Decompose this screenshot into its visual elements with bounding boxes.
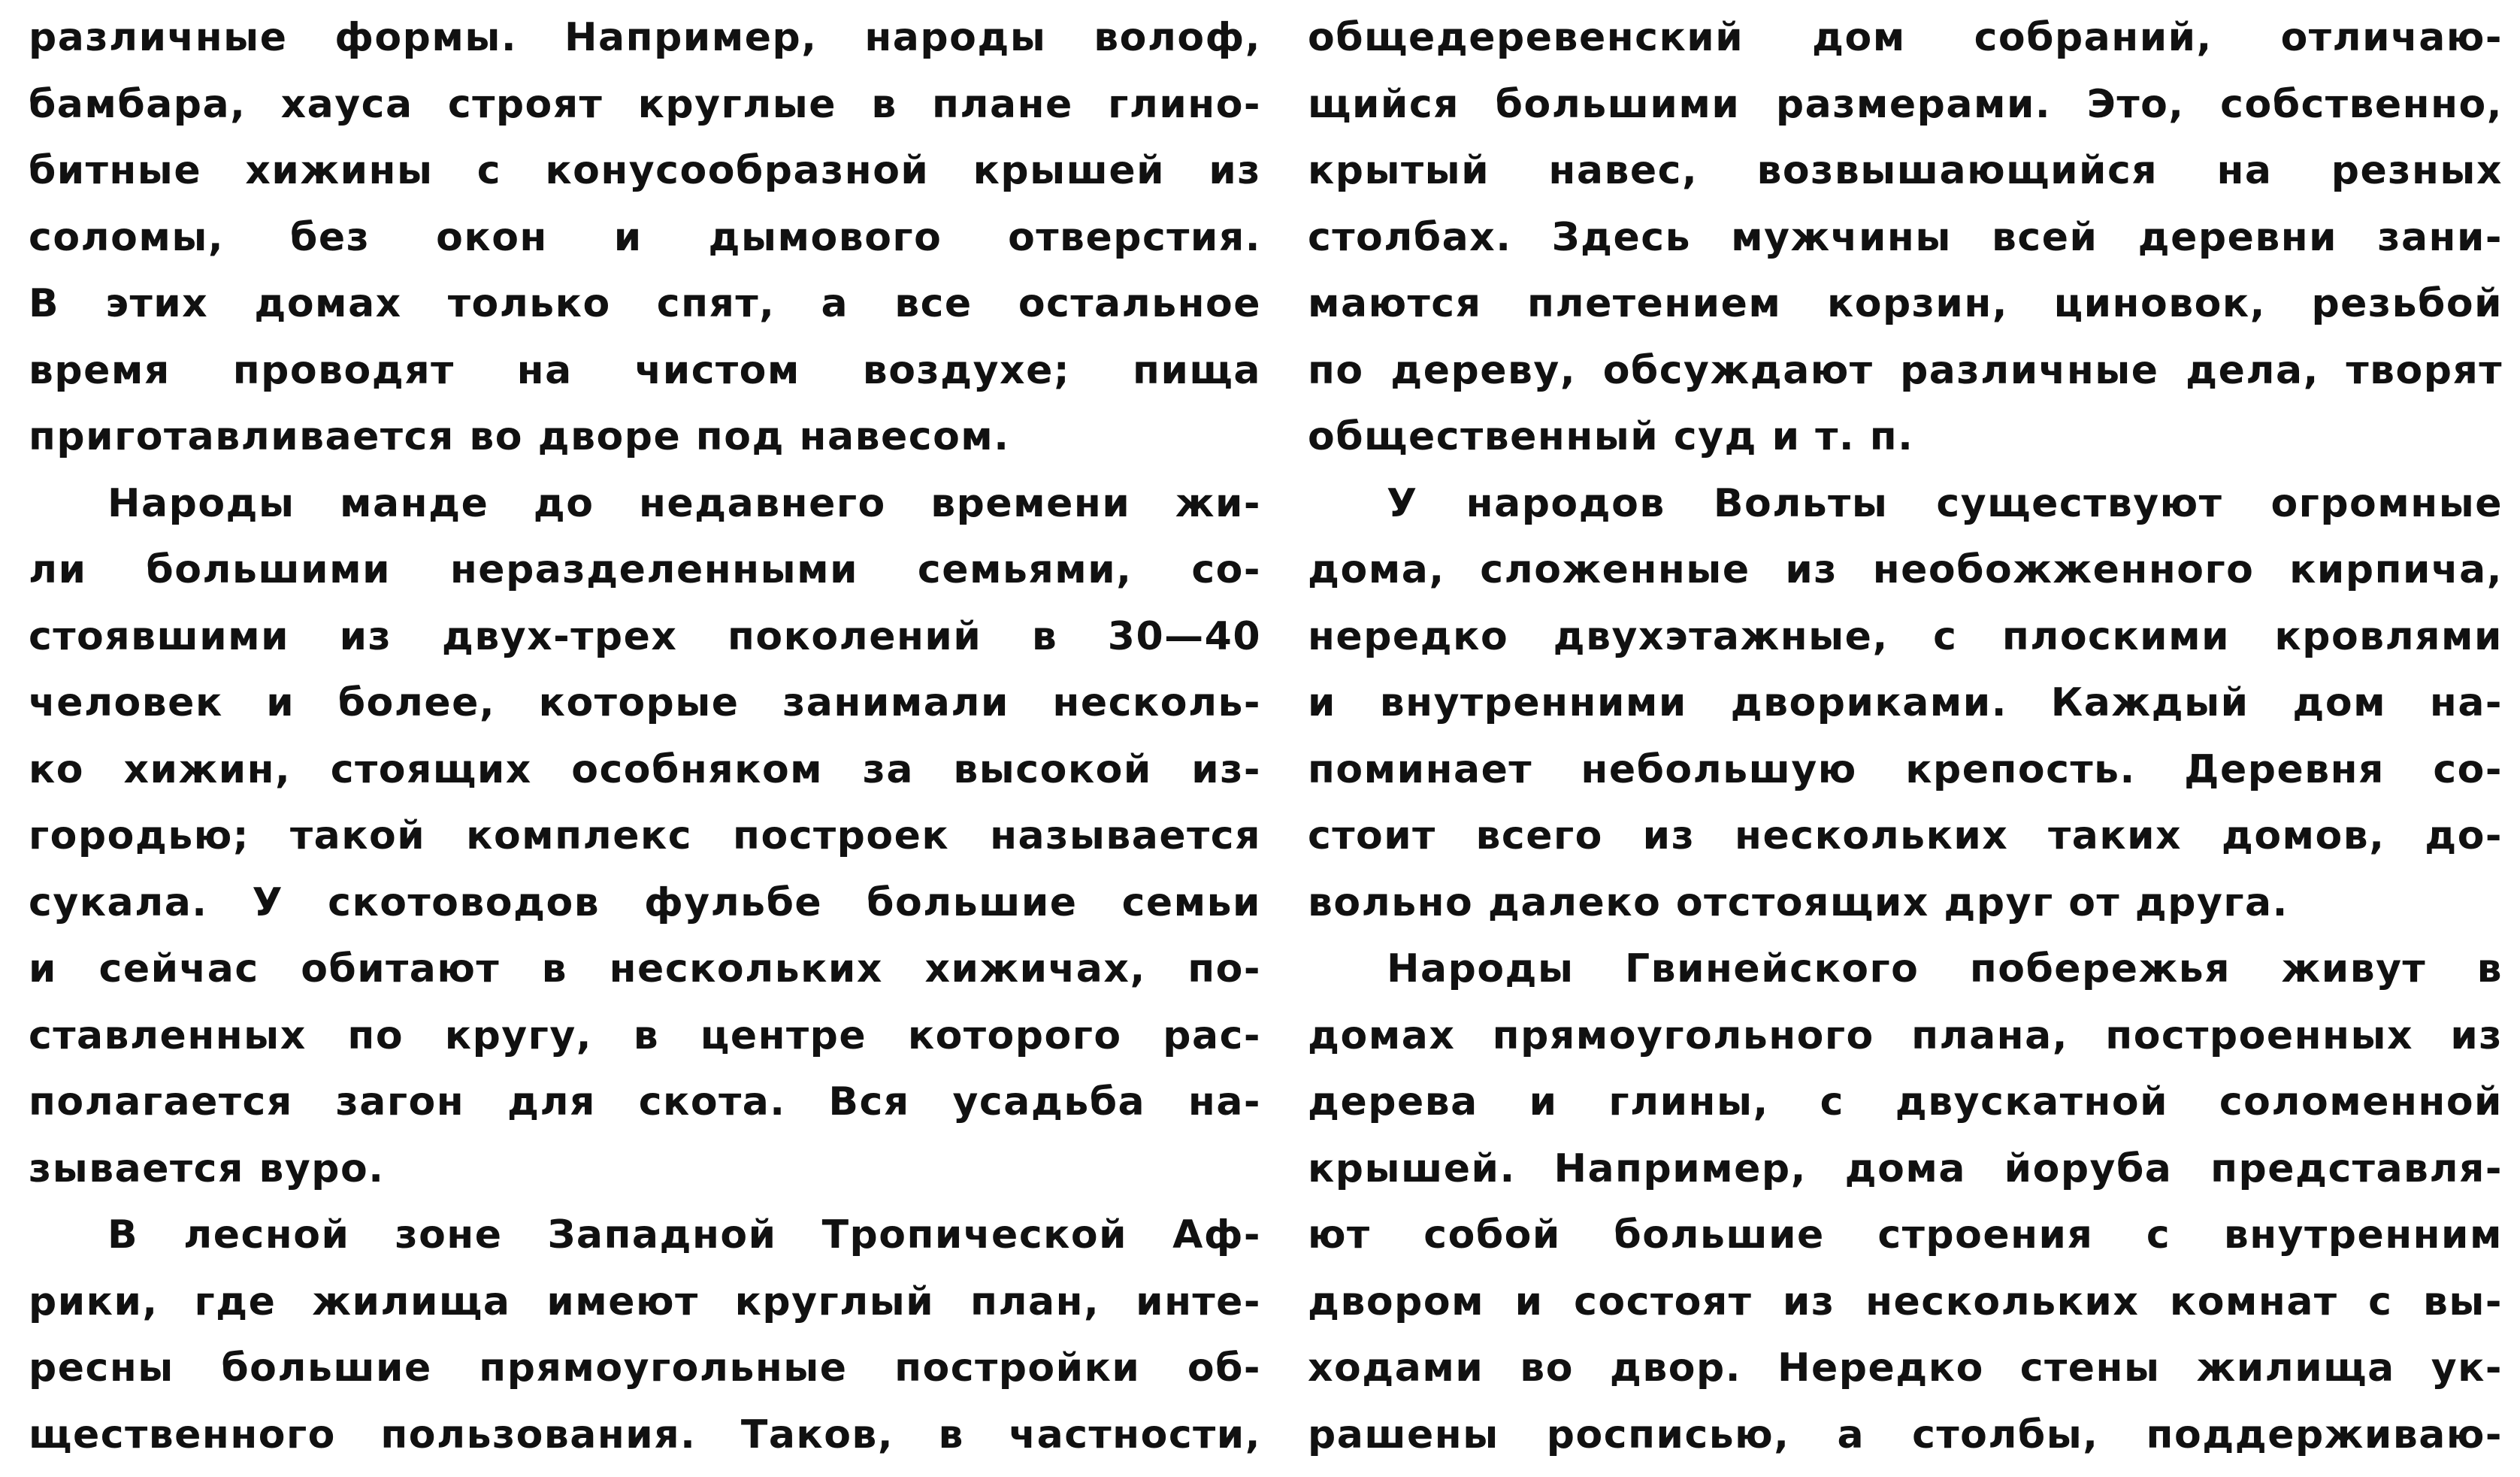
text-line: щийся большими размерами. Это, собственно, (1308, 81, 2503, 127)
text-line: соломы, без окон и дымового отверстия. (29, 214, 1261, 260)
text-line: нередко двухэтажные, с плоскими кровлями (1308, 613, 2503, 659)
text-line: ресны большие прямоугольные постройки об- (29, 1345, 1261, 1391)
text-line: маются плетением корзин, циновок, резьбой (1308, 281, 2503, 326)
text-line: ли большими неразделенными семьями, со- (29, 547, 1261, 592)
text-line: и внутренними двориками. Каждый дом на- (1308, 680, 2503, 725)
text-line: приготавливается во дворе под навесом. (29, 414, 1010, 459)
text-line: человек и более, которые занимали несколь- (29, 680, 1261, 725)
text-line: щественного пользования. Таков, в частности, (29, 1412, 1261, 1457)
text-line: крышей. Например, дома йоруба представля- (1308, 1146, 2503, 1191)
text-line: дерева и глины, с двускатной соломенной (1308, 1079, 2503, 1124)
text-line: общедеревенский дом собраний, отличаю- (1308, 15, 2503, 60)
right-text-column (1308, 5, 2503, 1468)
text-line: и сейчас обитают в нескольких хижичах, по- (29, 946, 1261, 991)
text-line: по дереву, обсуждают различные дела, творят (1308, 347, 2503, 393)
text-line: поминает небольшую крепость. Деревня со- (1308, 746, 2503, 792)
text-line: рашены росписью, а столбы, поддерживаю- (1308, 1412, 2503, 1457)
text-line: двором и состоят из нескольких комнат с вы- (1308, 1279, 2503, 1324)
text-line: битные хижины с конусообразной крышей из (29, 148, 1261, 193)
text-line: ставленных по кругу, в центре которого рас- (29, 1012, 1261, 1058)
text-line: столбах. Здесь мужчины всей деревни зани- (1308, 214, 2503, 260)
text-line: сукала. У скотоводов фульбе большие семьи (29, 879, 1261, 925)
text-line: зывается вуро. (29, 1146, 385, 1191)
text-line: стоит всего из нескольких таких домов, до- (1308, 813, 2503, 858)
text-line: различные формы. Например, народы волоф, (29, 15, 1261, 60)
text-line: стоявшими из двух-трех поколений в 30—40 (29, 613, 1261, 659)
text-line: домах прямоугольного плана, построенных из (1308, 1012, 2503, 1058)
text-line: Народы Гвинейского побережья живут в (1387, 946, 2503, 991)
text-line: бамбара, хауса строят круглые в плане глино- (29, 81, 1261, 127)
text-line: дома, сложенные из необожженного кирпича, (1308, 547, 2503, 592)
text-line: ко хижин, стоящих особняком за высокой из- (29, 746, 1261, 792)
text-line: городью; такой комплекс построек называется (29, 813, 1261, 858)
text-line: Народы манде до недавнего времени жи- (107, 480, 1261, 526)
text-line: В лесной зоне Западной Тропической Аф- (107, 1212, 1261, 1258)
text-line: рики, где жилища имеют круглый план, инте- (29, 1279, 1261, 1324)
text-line: общественный суд и т. п. (1308, 414, 1914, 459)
text-line: ходами во двор. Нередко стены жилища ук- (1308, 1345, 2503, 1391)
left-text-column (29, 5, 1261, 1468)
text-line: вольно далеко отстоящих друг от друга. (1308, 879, 2289, 925)
text-line: крытый навес, возвышающийся на резных (1308, 148, 2503, 193)
text-line: полагается загон для скота. Вся усадьба на- (29, 1079, 1261, 1124)
text-line: ют собой большие строения с внутренним (1308, 1212, 2503, 1258)
text-line: В этих домах только спят, а все остальное (29, 281, 1261, 326)
text-line: У народов Вольты существуют огромные (1387, 480, 2503, 526)
text-line: время проводят на чистом воздухе; пища (29, 347, 1261, 393)
